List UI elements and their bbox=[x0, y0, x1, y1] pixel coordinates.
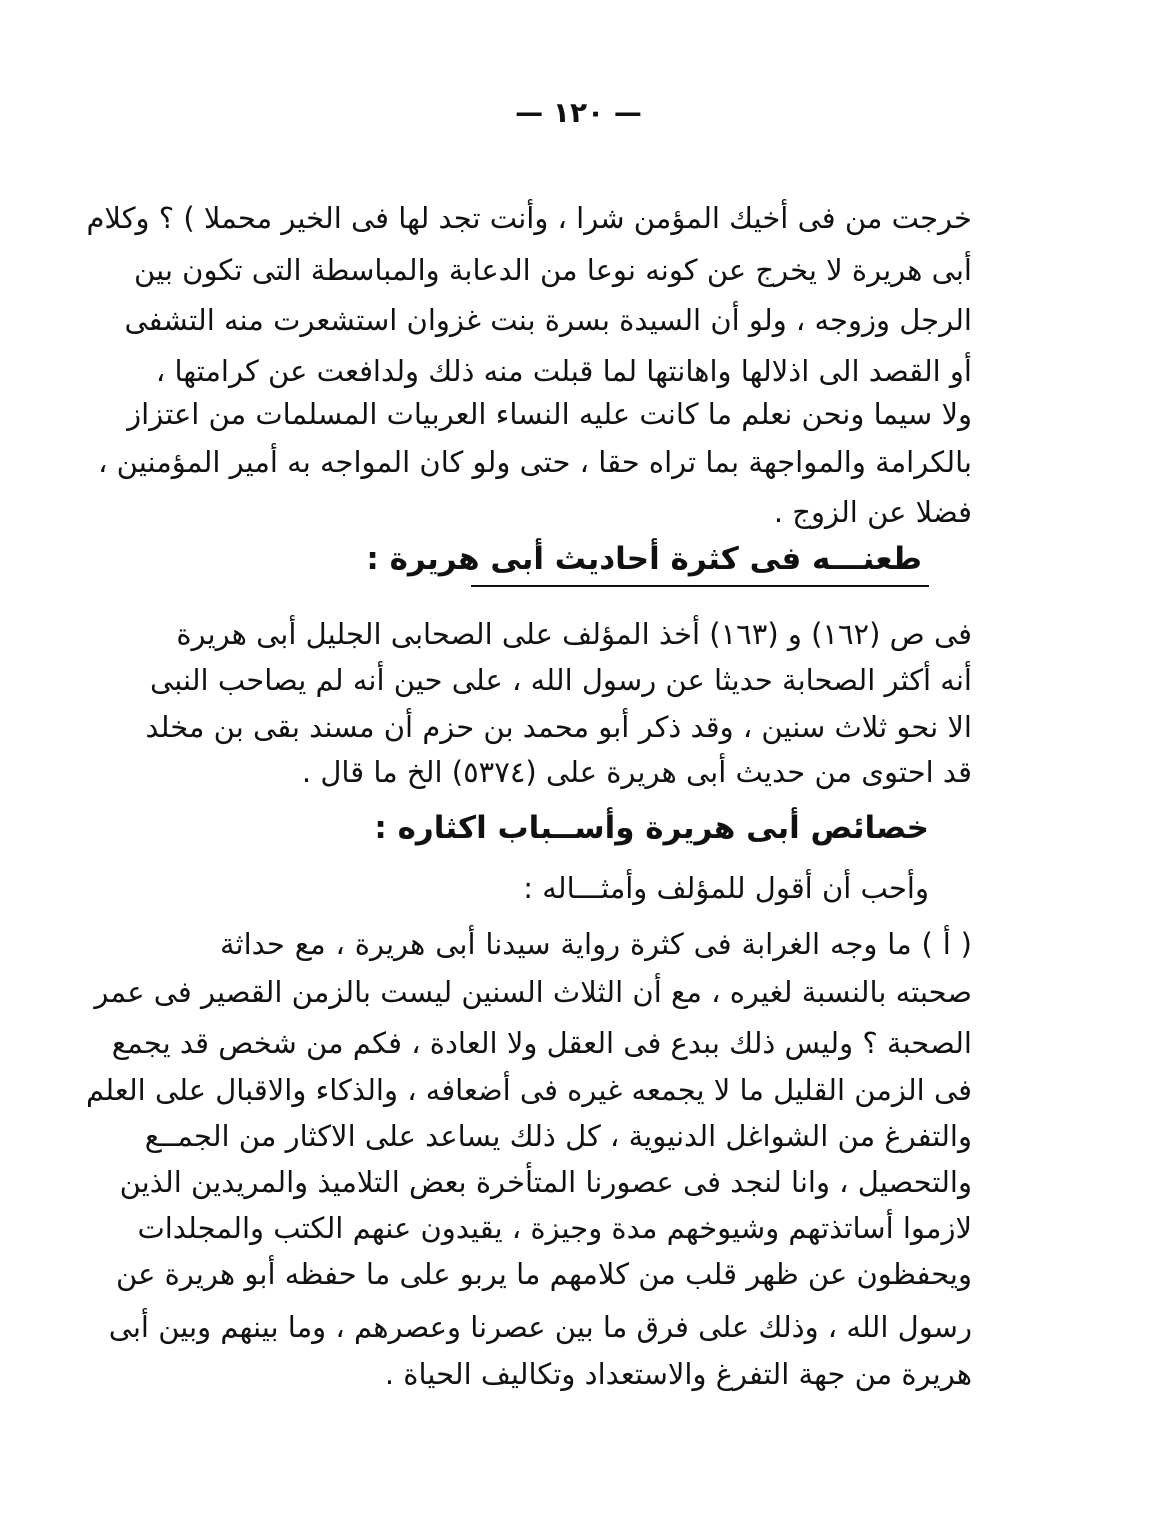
paragraph-3-line-6: والتحصيل ، وانا لنجد فى عصورنا المتأخرة بعض التلاميذ والمريدين الذين bbox=[119, 1165, 972, 1199]
paragraph-3-line-4: فى الزمن القليل ما لا يجمعه غيره فى أضعافه ، والذكاء والاقبال على العلم bbox=[85, 1073, 972, 1107]
heading-2: خصائص أبى هريرة وأســباب اكثاره : bbox=[374, 810, 929, 846]
paragraph-3-line-5: والتفرغ من الشواغل الدنيوية ، كل ذلك يساعد على الاكثار من الجمــع bbox=[144, 1119, 972, 1153]
heading-1-underline bbox=[471, 585, 929, 587]
paragraph-2-line-1: فى ص (١٦٢) و (١٦٣) أخذ المؤلف على الصحابى الجليل أبى هريرة bbox=[176, 617, 972, 651]
paragraph-1-line-4: أو القصد الى اذلالها واهانتها لما قبلت منه ذلك ولدافعت عن كرامتها ، bbox=[155, 354, 972, 388]
paragraph-2-line-2: أنه أكثر الصحابة حديثا عن رسول الله ، على حين أنه لم يصاحب النبى bbox=[150, 663, 972, 697]
paragraph-1-line-2: أبى هريرة لا يخرج عن كونه نوعا من الدعابة والمباسطة التى تكون بين bbox=[134, 253, 972, 287]
paragraph-3-line-2: صحبته بالنسبة لغيره ، مع أن الثلاث السنين ليست بالزمن القصير فى عمر bbox=[94, 975, 972, 1009]
paragraph-1-line-1: خرجت من فى أخيك المؤمن شرا ، وأنت تجد لها فى الخير محملا ) ؟ وكلام bbox=[86, 201, 972, 235]
paragraph-3-line-10: هريرة من جهة التفرغ والاستعداد وتكاليف الحياة . bbox=[384, 1357, 972, 1391]
paragraph-1-line-6: بالكرامة والمواجهة بما تراه حقا ، حتى ولو كان المواجه به أمير المؤمنين ، bbox=[98, 445, 972, 479]
paragraph-3-line-1: ( أ ) ما وجه الغرابة فى كثرة رواية سيدنا أبى هريرة ، مع حداثة bbox=[220, 927, 972, 961]
intro-line: وأحب أن أقول للمؤلف وأمثـــاله : bbox=[523, 871, 929, 905]
paragraph-1-line-3: الرجل وزوجه ، ولو أن السيدة بسرة بنت غزوان استشعرت منه التشفى bbox=[124, 303, 972, 337]
paragraph-3-line-9: رسول الله ، وذلك على فرق ما بين عصرنا وعصرهم ، وما بينهم وبين أبى bbox=[108, 1310, 972, 1344]
paragraph-2-line-3: الا نحو ثلاث سنين ، وقد ذكر أبو محمد بن حزم أن مسند بقى بن مخلد bbox=[145, 710, 972, 744]
page-number: — ١٢٠ — bbox=[515, 96, 642, 129]
paragraph-3-line-3: الصحبة ؟ وليس ذلك ببدع فى العقل ولا العادة ، فكم من شخص قد يجمع bbox=[111, 1026, 972, 1060]
paragraph-3-line-8: ويحفظون عن ظهر قلب من كلامهم ما يربو على ما حفظه أبو هريرة عن bbox=[116, 1257, 972, 1291]
paragraph-3-line-7: لازموا أساتذتهم وشيوخهم مدة وجيزة ، يقيدون عنهم الكتب والمجلدات bbox=[137, 1211, 972, 1245]
heading-1: طعنـــه فى كثرة أحاديث أبى هريرة : bbox=[366, 541, 922, 577]
paragraph-1-line-7: فضلا عن الزوج . bbox=[773, 495, 972, 529]
paragraph-1-line-5: ولا سيما ونحن نعلم ما كانت عليه النساء العربيات المسلمات من اعتزاز bbox=[127, 397, 972, 431]
paragraph-2-line-4: قد احتوى من حديث أبى هريرة على (٥٣٧٤) الخ ما قال . bbox=[301, 755, 972, 789]
